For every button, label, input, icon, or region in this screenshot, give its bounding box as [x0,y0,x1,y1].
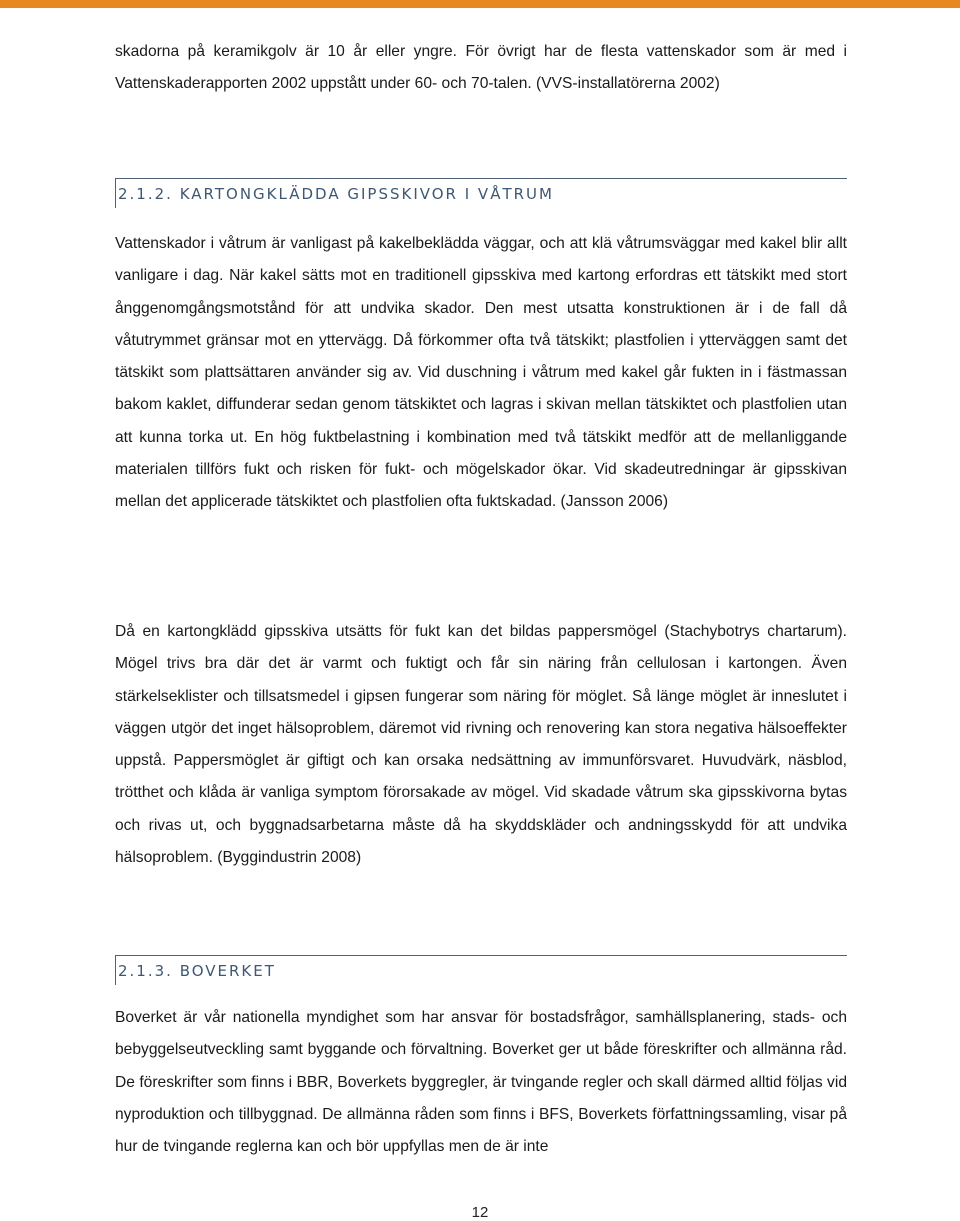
boverket-paragraph: Boverket är vår nationella myndighet som har ansvar för bostadsfrågor, samhällsplanering, stads- och bebyggelseutveckling samt byggande och förvaltning. Boverket ger ut både föreskrifter och allmänna råd. De föreskrifter som finns i BBR, Boverkets byggregler, är tvingande regler och skall därmed alltid följas vid nyproduktion och tillbyggnad. De allmänna råden som finns i BFS, Boverkets författningssamling, visar på hur de tvingande reglerna kan och bör uppfyllas men de är inte [115,1009,847,1156]
page-number: 12 [471,1204,489,1221]
top-accent-bar [0,0,960,8]
intro-paragraph: skadorna på keramikgolv är 10 år eller yngre. För övrigt har de flesta vattenskador som är med i Vattenskaderapporten 2002 uppstått under 60- och 70-talen. (VVS-installatörerna 2002) [115,43,847,93]
section-heading-2-1-2 [115,178,847,208]
section-heading-text: 2.1.2. KARTONGKLÄDDA GIPSSKIVOR I VÅTRUM [118,185,554,203]
section-heading-2-1-3 [115,955,847,985]
kartong-paragraph-2: Då en kartongklädd gipsskiva utsätts för fukt kan det bildas pappersmögel (Stachybotrys chartarum). Mögel trivs bra där det är varmt och fuktigt och får sin näring från cellulosan i kartongen. Även stärkelseklister och tillsatsmedel i gipsen fungerar som näring för möglet. Så länge möglet är inneslutet i väggen utgör det inget hälsoproblem, däremot vid rivning och renovering kan stora negativa hälsoeffekter uppstå. Pappersmöglet är giftigt och kan orsaka nedsättning av immunförsvaret. Huvudvärk, näsblod, trötthet och klåda är vanliga symptom förorsakade av mögel. Vid skadade våtrum ska gipsskivorna bytas och rivas ut, och byggnadsarbetarna måste då ha skyddskläder och andningsskydd för att undvika hälsoproblem. (Byggindustrin 2008) [115,623,847,867]
section-heading-text: 2.1.3. BOVERKET [118,962,276,980]
kartong-paragraph-1: Vattenskador i våtrum är vanligast på kakelbeklädda väggar, och att klä våtrumsväggar med kakel blir allt vanligare i dag. När kakel sätts mot en traditionell gipsskiva med kartong erfordras ett tätskikt med stort ånggenomgångsmotstånd för att undvika skador. Den mest utsatta konstruktionen är i de fall då våtutrymmet gränsar mot en yttervägg. Då förkommer ofta två tätskikt; plastfolien i ytterväggen samt det tätskikt som plattsättaren använder sig av. Vid duschning i våtrum med kakel går fukten in i fästmassan bakom kaklet, diffunderar sedan genom tätskiktet och lagras i skivan mellan tätskiktet och plastfolien utan att kunna torka ut. En hög fuktbelastning i kombination med två tätskikt medför att de mellanliggande materialen tillförs fukt och risken för fukt- och mögelskador ökar. Vid skadeutredningar är gipsskivan mellan det applicerade tätskiktet och plastfolien ofta fuktskadad. (Jansson 2006) [115,235,847,511]
